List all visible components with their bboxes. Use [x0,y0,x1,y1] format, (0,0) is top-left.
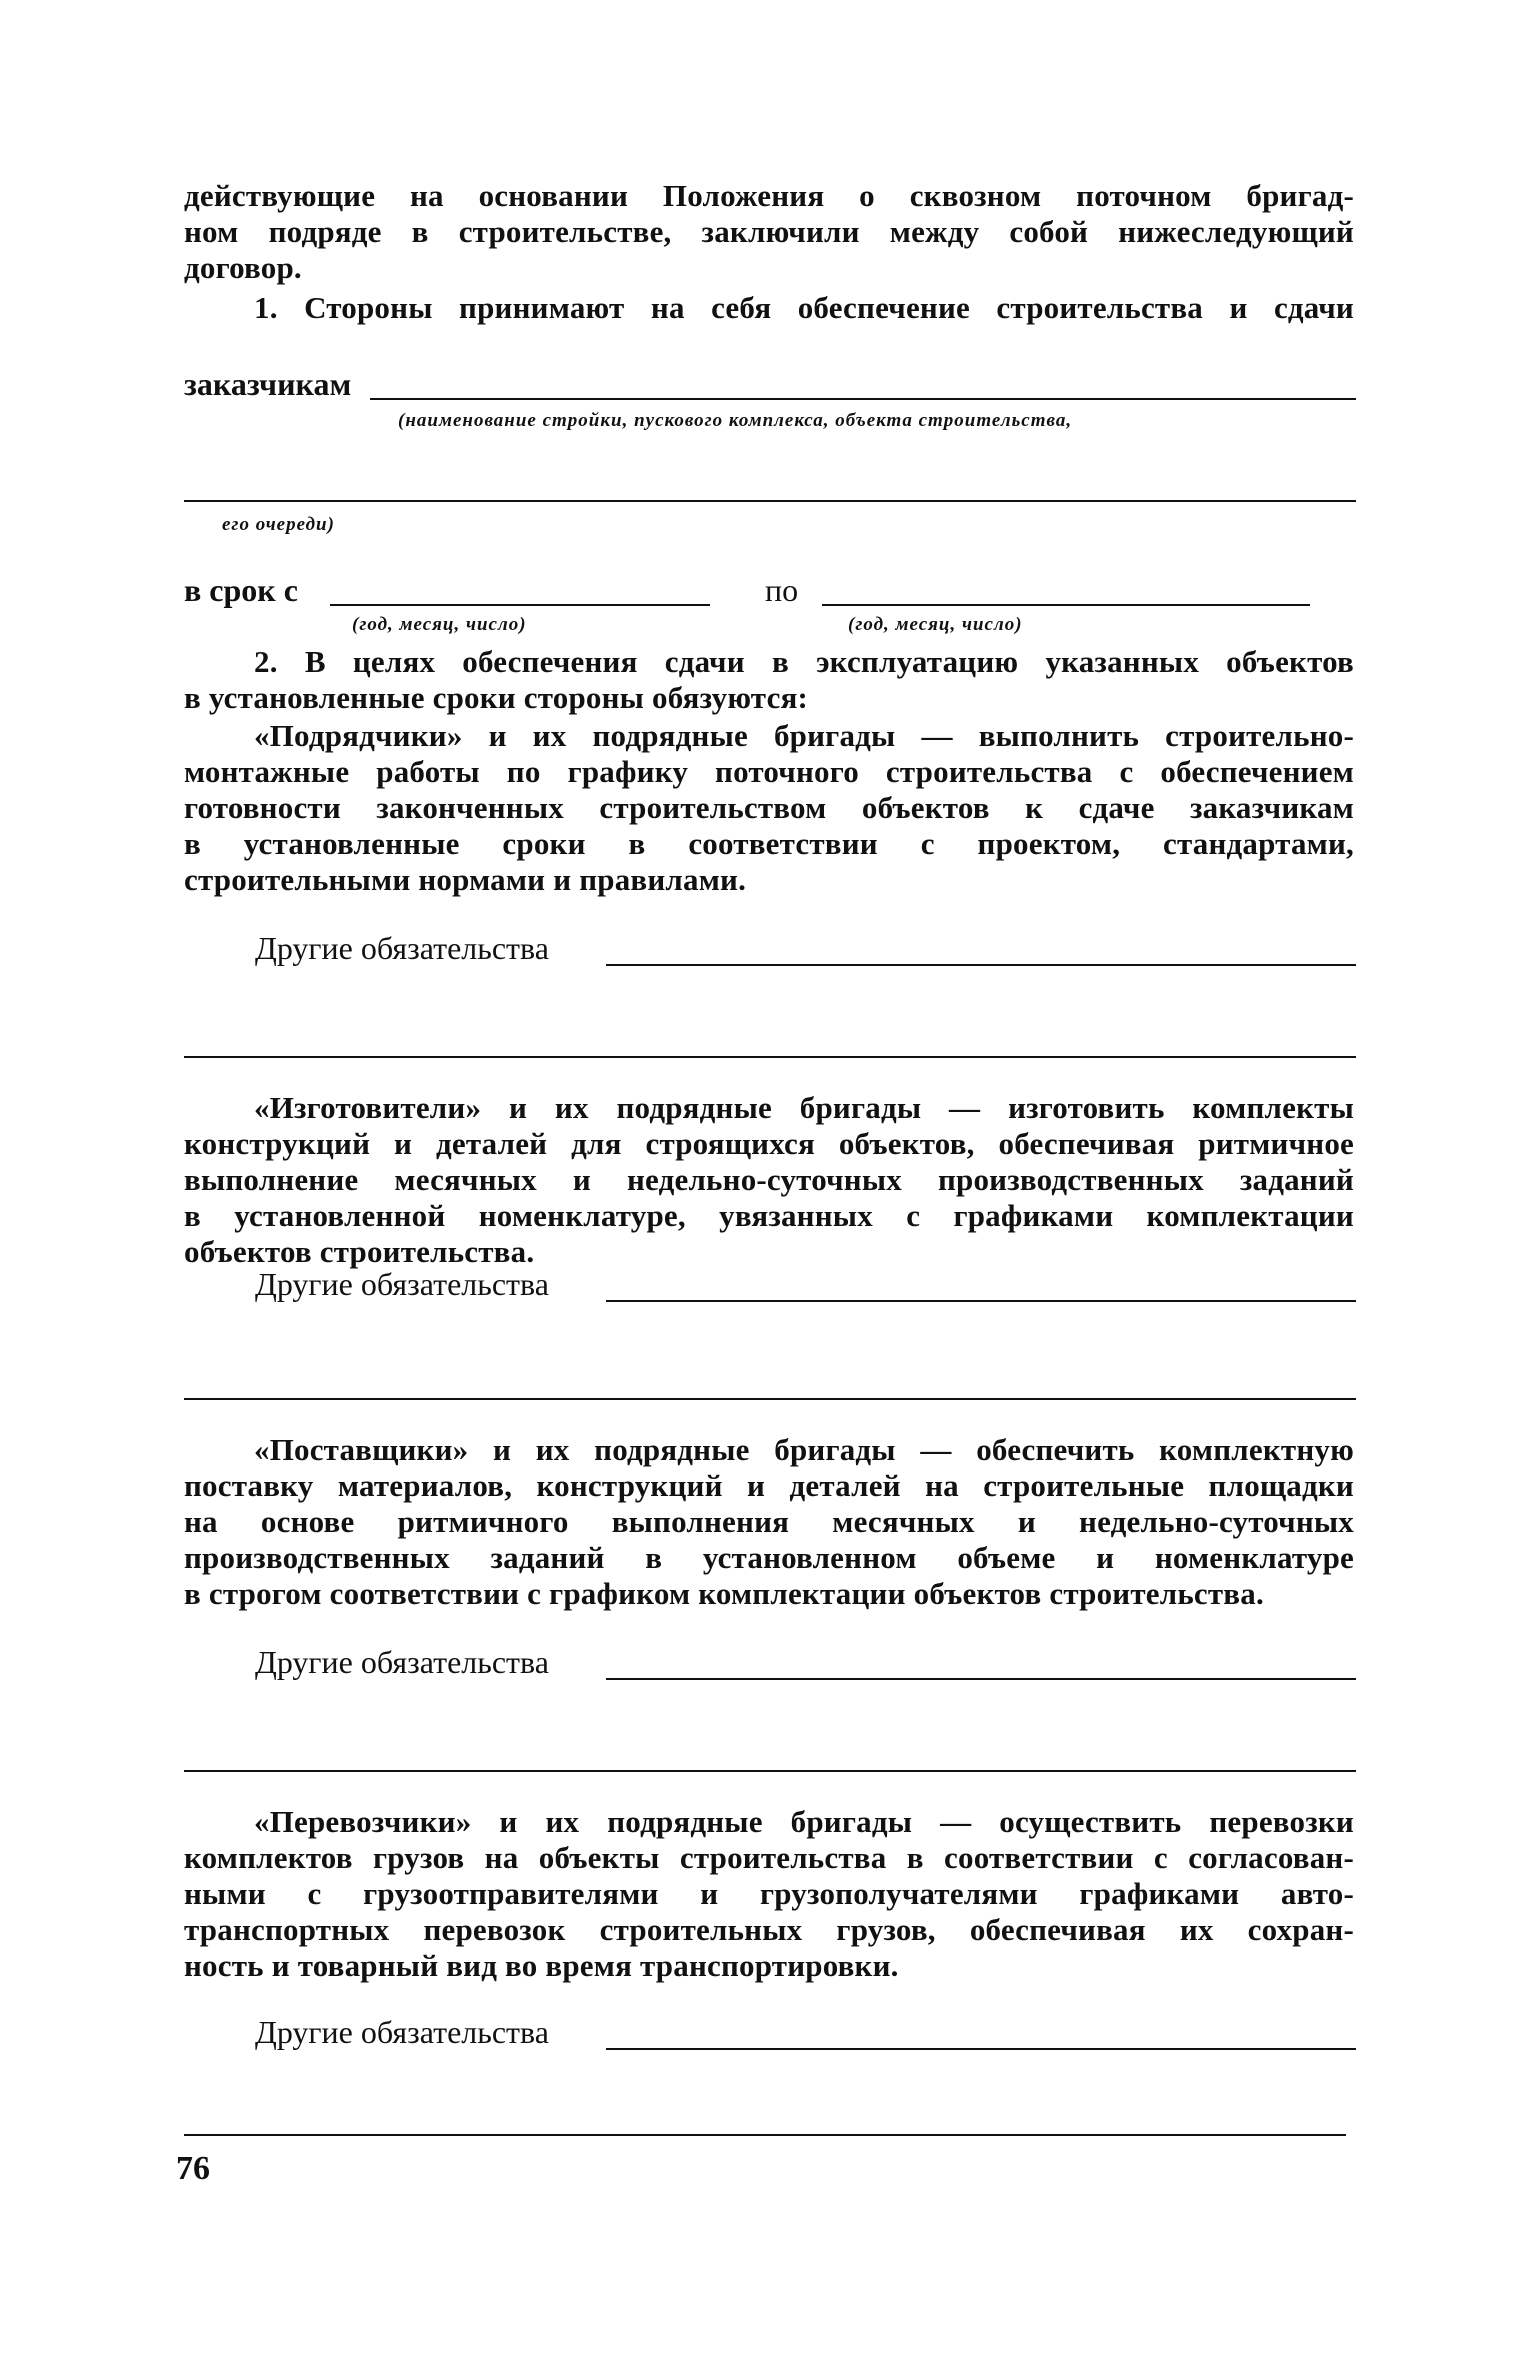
other-obligations-label: Другие обязательства [255,930,549,966]
text-line: выполнение месячных и недельно-суточных производственных заданий [184,1162,1354,1197]
other-obligations-label: Другие обязательства [255,1266,549,1302]
queue-caption: его очереди) [222,514,335,535]
text-line: 2. В целях обеспечения сдачи в эксплуатацию указанных объектов [254,644,1354,679]
text-line: «Изготовители» и их подрядные бригады — изготовить комплекты [254,1090,1354,1125]
other-obligations-label: Другие обязательства [255,1644,549,1680]
fill-line-other-carriers[interactable] [606,2048,1356,2050]
intro-paragraph [184,178,1354,286]
text-line: «Поставщики» и их подрядные бригады — обеспечить комплектную [254,1432,1354,1467]
suppliers-paragraph [184,1432,1354,1612]
fill-line-date-from[interactable] [330,604,710,606]
page-number: 76 [176,2150,210,2187]
text-line: «Подрядчики» и их подрядные бригады — выполнить строительно- [254,718,1354,753]
fill-line-other-suppliers-2[interactable] [184,1770,1356,1772]
fill-line-object-continued[interactable] [184,500,1356,502]
fill-line-other-contractors-2[interactable] [184,1056,1356,1058]
fill-line-other-suppliers[interactable] [606,1678,1356,1680]
clause-1 [184,290,1354,326]
fill-line-other-manufacturers-2[interactable] [184,1398,1356,1400]
text-line: на основе ритмичного выполнения месячных и недельно-суточных [184,1504,1354,1539]
text-line: ными с грузоотправителями и грузополучателями графиками авто- [184,1876,1354,1911]
text-line: 1. Стороны принимают на себя обеспечение строительства и сдачи [254,290,1354,325]
text-line: готовности законченных строительством объектов к сдаче заказчикам [184,790,1354,825]
customers-label: заказчикам [184,366,352,402]
manufacturers-paragraph [184,1090,1354,1270]
date-from-caption: (год, месяц, число) [352,614,527,635]
text-line: объектов строительства. [184,1234,535,1269]
term-to-label: по [765,572,799,608]
text-line: транспортных перевозок строительных грузов, обеспечивая их сохран- [184,1912,1354,1947]
text-line: действующие на основании Положения о сквозном поточном бригад- [184,178,1354,213]
text-line: конструкций и деталей для строящихся объектов, обеспечивая ритмичное [184,1126,1354,1161]
text-line: ность и товарный вид во время транспортировки. [184,1948,899,1983]
text-line: ном подряде в строительстве, заключили между собой нижеследующий [184,214,1354,249]
object-caption: (наименование стройки, пускового комплекса, объекта строительства, [398,410,1073,431]
other-obligations-label: Другие обязательства [255,2014,549,2050]
fill-line-other-carriers-2[interactable] [184,2134,1346,2136]
fill-line-other-contractors[interactable] [606,964,1356,966]
text-line: в установленной номенклатуре, увязанных с графиками комплектации [184,1198,1354,1233]
date-to-caption: (год, месяц, число) [848,614,1023,635]
text-line: в строгом соответствии с графиком комплектации объектов строительства. [184,1576,1264,1611]
text-line: монтажные работы по графику поточного строительства с обеспечением [184,754,1354,789]
text-line: комплектов грузов на объекты строительства в соответствии с согласован- [184,1840,1354,1875]
text-line: «Перевозчики» и их подрядные бригады — осуществить перевозки [254,1804,1354,1839]
text-line: производственных заданий в установленном объеме и номенклатуре [184,1540,1354,1575]
clause-2 [184,644,1354,716]
text-line: в установленные сроки в соответствии с проектом, стандартами, [184,826,1354,861]
term-from-label: в срок с [184,572,298,608]
text-line: поставку материалов, конструкций и деталей на строительные площадки [184,1468,1354,1503]
text-line: строительными нормами и правилами. [184,862,747,897]
fill-line-object[interactable] [370,398,1356,400]
text-line: договор. [184,250,302,285]
fill-line-date-to[interactable] [822,604,1310,606]
contractors-paragraph [184,718,1354,898]
text-line: в установленные сроки стороны обязуются: [184,680,809,715]
carriers-paragraph [184,1804,1354,1984]
fill-line-other-manufacturers[interactable] [606,1300,1356,1302]
